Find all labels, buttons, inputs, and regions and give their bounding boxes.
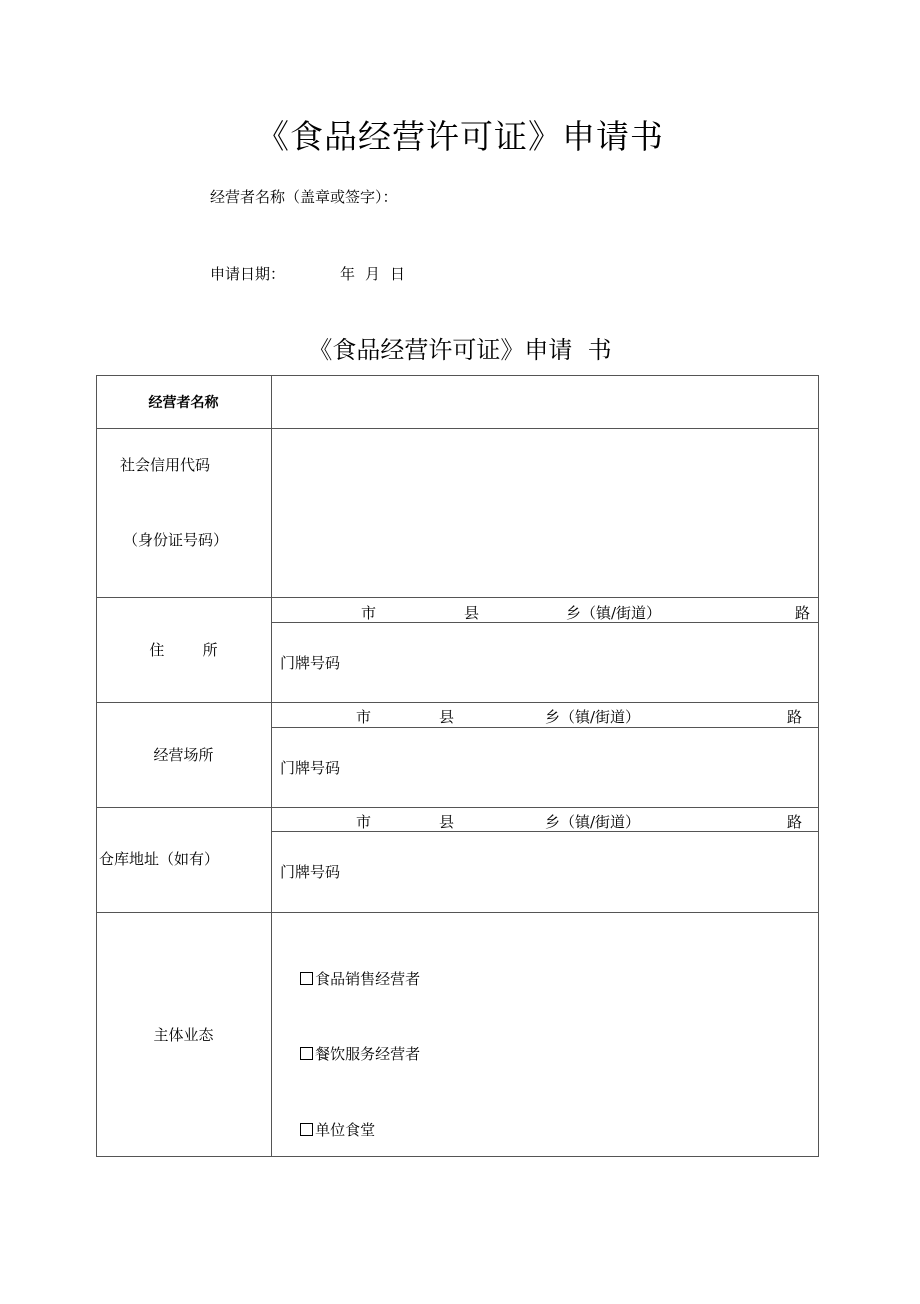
entity-type-option[interactable] bbox=[281, 1100, 375, 1160]
form-title: 《食品经营许可证》申请 书 bbox=[308, 336, 612, 364]
warehouse-county-label: 县 bbox=[439, 813, 455, 831]
address-subrow-divider bbox=[271, 622, 819, 623]
premises-township-label: 乡（镇/街道） bbox=[545, 708, 641, 726]
warehouse-label: 仓库地址（如有） bbox=[99, 850, 220, 868]
residence-road-label: 路 bbox=[795, 604, 811, 622]
entity-type-option-label: 食品销售经营者 bbox=[315, 970, 421, 988]
residence-label: 住 所 bbox=[149, 641, 218, 659]
row-divider bbox=[96, 912, 819, 913]
entity-type-option[interactable] bbox=[281, 949, 420, 1009]
entity-type-label: 主体业态 bbox=[153, 1026, 214, 1044]
table-column-divider bbox=[271, 375, 272, 1157]
premises-city-label: 市 bbox=[356, 708, 372, 726]
warehouse-city-label: 市 bbox=[356, 813, 372, 831]
residence-door-number-label: 门牌号码 bbox=[280, 654, 341, 672]
premises-door-number-label: 门牌号码 bbox=[280, 759, 341, 777]
row-divider bbox=[96, 807, 819, 808]
premises-road-label: 路 bbox=[787, 708, 803, 726]
entity-type-option-label: 单位食堂 bbox=[315, 1121, 376, 1139]
credit-code-label: 社会信用代码 bbox=[120, 456, 211, 474]
residence-county-label: 县 bbox=[464, 604, 480, 622]
warehouse-door-number-label: 门牌号码 bbox=[280, 863, 341, 881]
row-divider bbox=[96, 702, 819, 703]
residence-township-label: 乡（镇/街道） bbox=[566, 604, 662, 622]
date-month-label: 月 bbox=[365, 265, 381, 283]
operator-name-signature-label: 经营者名称（盖章或签字）： bbox=[210, 188, 398, 206]
residence-city-label: 市 bbox=[361, 604, 377, 622]
business-premises-label: 经营场所 bbox=[153, 746, 214, 764]
warehouse-township-label: 乡（镇/街道） bbox=[545, 813, 641, 831]
cover-title: 《食品经营许可证》申请书 bbox=[256, 117, 664, 156]
table-border-bottom bbox=[96, 1156, 819, 1157]
operator-name-input[interactable] bbox=[273, 377, 817, 427]
row-divider bbox=[96, 597, 819, 598]
checkbox-icon[interactable] bbox=[300, 1047, 313, 1060]
table-border-top bbox=[96, 375, 819, 376]
operator-name-label: 经营者名称 bbox=[148, 395, 219, 411]
date-day-label: 日 bbox=[390, 265, 406, 283]
id-number-label: （身份证号码） bbox=[123, 531, 229, 549]
application-form-table bbox=[96, 375, 819, 1157]
date-year-label: 年 bbox=[340, 265, 356, 283]
credit-code-input[interactable] bbox=[273, 430, 817, 596]
address-subrow-divider bbox=[271, 727, 819, 728]
checkbox-icon[interactable] bbox=[300, 1123, 313, 1136]
premises-county-label: 县 bbox=[439, 708, 455, 726]
checkbox-icon[interactable] bbox=[300, 972, 313, 985]
application-date-label: 申请日期： bbox=[210, 265, 286, 283]
table-border-right bbox=[818, 375, 819, 1157]
entity-type-option[interactable] bbox=[281, 1024, 420, 1084]
entity-type-option-label: 餐饮服务经营者 bbox=[315, 1045, 421, 1063]
row-divider bbox=[96, 428, 819, 429]
warehouse-road-label: 路 bbox=[787, 813, 803, 831]
